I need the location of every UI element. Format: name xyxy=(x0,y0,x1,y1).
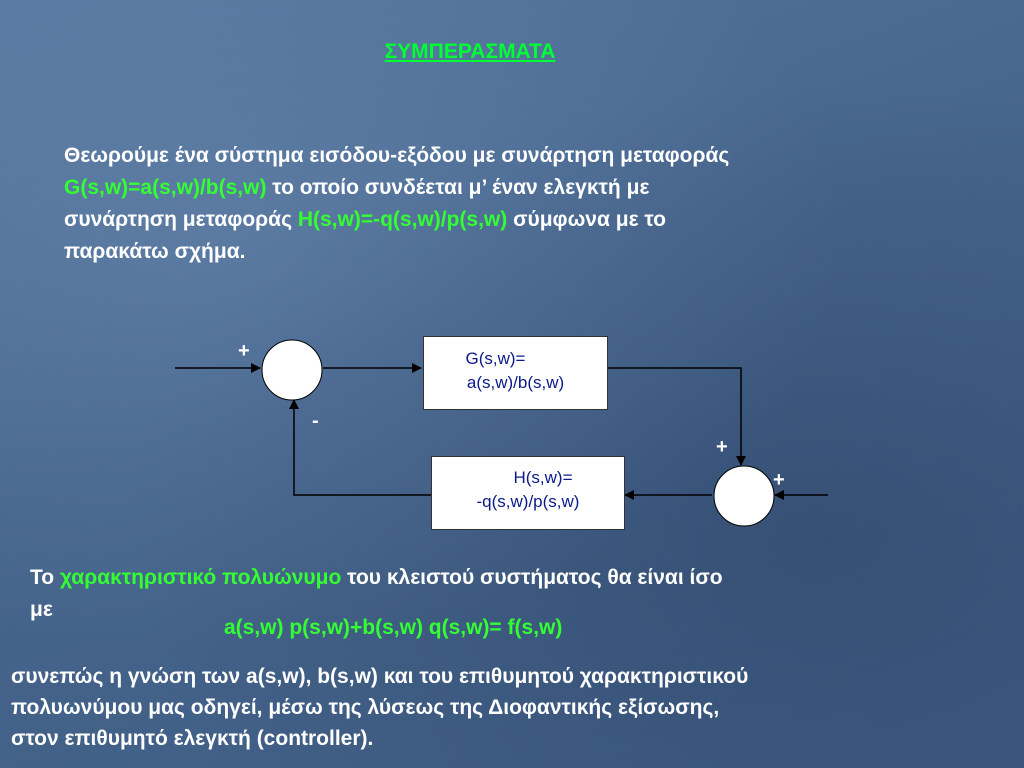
intro-text-4: σύμφωνα με το xyxy=(513,208,666,231)
summing-junction-2 xyxy=(714,466,774,526)
intro-text-2: το οποίο συνδέεται μ’ έναν ελεγκτή με xyxy=(272,176,650,199)
summing-junction-1 xyxy=(262,340,322,400)
diophantine-equation: a(s,w) p(s,w)+b(s,w) q(s,w)= f(s,w) xyxy=(224,616,563,639)
char-prefix: Το xyxy=(30,566,55,589)
h-block xyxy=(431,456,625,530)
slide-title: ΣΥΜΠΕΡΑΣΜΑΤΑ xyxy=(384,40,556,63)
char-suffix: του κλειστού συστήματος θα είναι ίσο xyxy=(347,566,723,589)
g-block-line2: a(s,w)/b(s,w) xyxy=(466,373,565,392)
intro-text-5: παρακάτω σχήμα. xyxy=(64,240,246,263)
h-block-line2: -q(s,w)/p(s,w) xyxy=(476,492,580,511)
char-suffix-2: με xyxy=(30,598,53,621)
g-block xyxy=(423,336,608,410)
sum1-minus-sign: - xyxy=(312,410,319,432)
conclusion-line-2: πολυωνύμου μας οδηγεί, μέσω της λύσεως της Διοφαντικής εξίσωσης, xyxy=(11,696,720,719)
intro-text-3: συνάρτηση μεταφοράς xyxy=(64,208,292,231)
sum2-right-plus-sign: + xyxy=(773,469,785,491)
g-transfer-function: G(s,w)=a(s,w)/b(s,w) xyxy=(64,176,267,199)
conclusion-paragraph xyxy=(11,661,1021,754)
h-transfer-function: H(s,w)=-q(s,w)/p(s,w) xyxy=(297,208,508,231)
characteristic-polynomial-term: χαρακτηριστικό πολυώνυμο xyxy=(59,566,342,589)
intro-text-1: Θεωρούμε ένα σύστημα εισόδου-εξόδου με συνάρτηση μεταφοράς xyxy=(64,144,730,167)
sum2-top-plus-sign: + xyxy=(716,436,728,458)
sum1-plus-sign: + xyxy=(238,340,250,362)
conclusion-line-1: συνεπώς η γνώση των a(s,w), b(s,w) και του επιθυμητού χαρακτηριστικού xyxy=(11,665,749,688)
h-block-line1: H(s,w)= xyxy=(513,468,573,487)
g-block-line1: G(s,w)= xyxy=(465,349,526,368)
conclusion-line-3: στον επιθυμητό ελεγκτή (controller). xyxy=(11,727,374,750)
